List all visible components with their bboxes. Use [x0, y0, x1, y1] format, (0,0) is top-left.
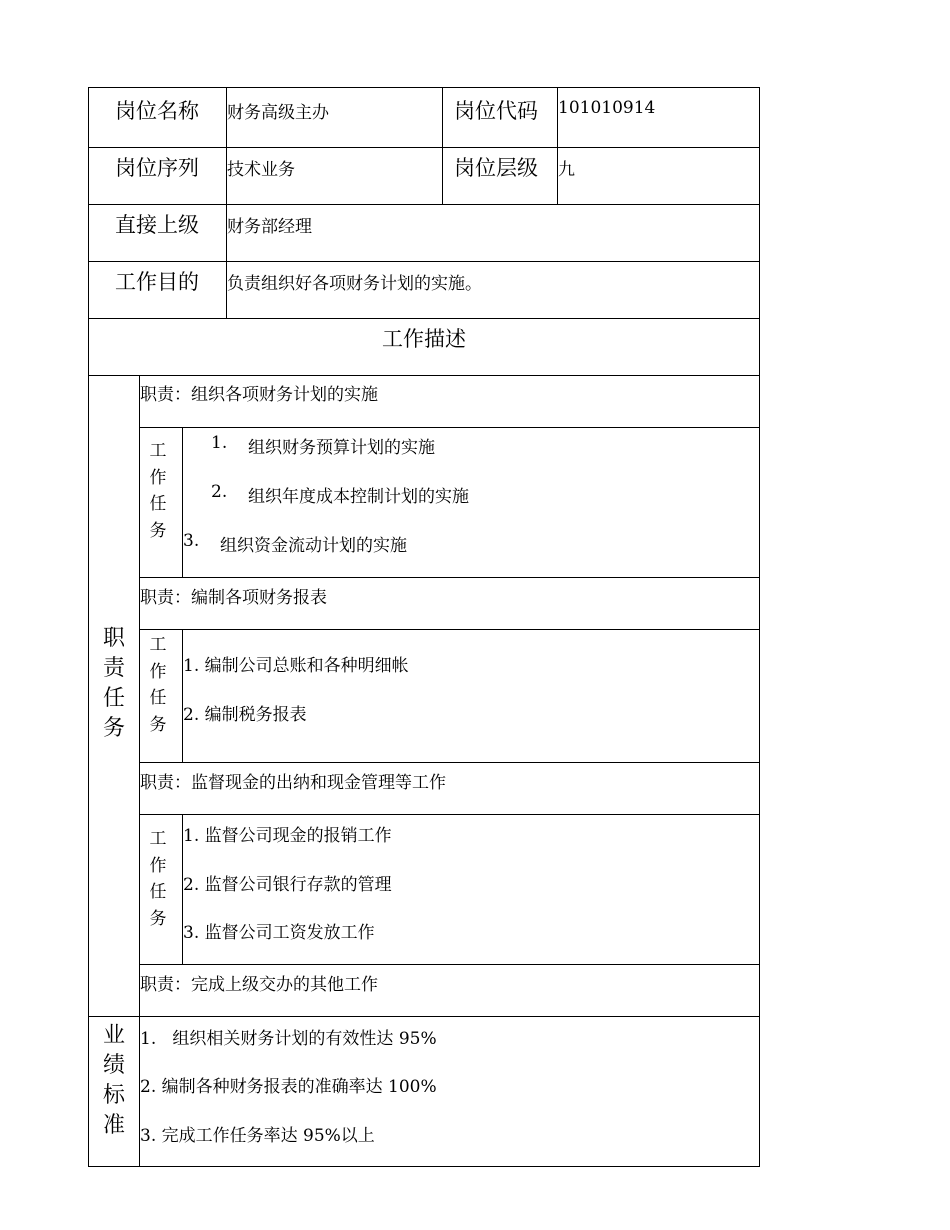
row-divider	[88, 318, 760, 319]
position-code-value: 101010914	[558, 98, 656, 118]
row-divider	[139, 427, 760, 428]
supervisor-value: 财务部经理	[227, 217, 312, 237]
supervisor-label: 直接上级	[115, 213, 199, 237]
performance-item: 2. 编制各种财务报表的准确率达 100%	[140, 1077, 437, 1097]
task-number: 3.	[183, 531, 200, 551]
task-label: 工作任务	[149, 441, 167, 541]
row-divider	[88, 261, 760, 262]
position-series-value: 技术业务	[227, 160, 295, 180]
responsibilities-label: 职责任务	[102, 626, 125, 741]
task-item: 组织财务预算计划的实施	[248, 438, 435, 458]
position-level-label: 岗位层级	[454, 156, 538, 180]
col-divider	[442, 87, 443, 204]
purpose-value: 负责组织好各项财务计划的实施。	[227, 274, 482, 294]
section-title-work-description: 工作描述	[382, 327, 466, 351]
position-series-label: 岗位序列	[115, 156, 199, 180]
row-divider	[88, 147, 760, 148]
performance-label: 业绩标准	[102, 1023, 125, 1138]
task-label: 工作任务	[149, 829, 167, 929]
position-code-label: 岗位代码	[454, 99, 538, 123]
task-item: 2. 监督公司银行存款的管理	[183, 875, 392, 895]
row-divider	[139, 814, 760, 815]
col-divider	[182, 629, 183, 762]
col-divider	[182, 427, 183, 577]
task-number: 1.	[211, 433, 228, 453]
row-divider	[139, 762, 760, 763]
task-item: 2. 编制税务报表	[183, 705, 307, 725]
performance-item: 3. 完成工作任务率达 95%以上	[140, 1126, 375, 1146]
task-item: 3. 监督公司工资发放工作	[183, 923, 375, 943]
row-divider	[88, 375, 760, 376]
duty-title: 职责：监督现金的出纳和现金管理等工作	[140, 773, 446, 793]
row-divider	[139, 577, 760, 578]
performance-item: 1. 组织相关财务计划的有效性达 95%	[140, 1029, 437, 1049]
task-item: 1. 编制公司总账和各种明细帐	[183, 656, 409, 676]
task-number: 2.	[211, 482, 228, 502]
task-item: 组织资金流动计划的实施	[220, 536, 407, 556]
row-divider	[139, 964, 760, 965]
position-name-value: 财务高级主办	[227, 103, 329, 123]
row-divider	[88, 204, 760, 205]
position-level-value: 九	[558, 160, 575, 180]
task-item: 1. 监督公司现金的报销工作	[183, 826, 392, 846]
duty-title: 职责：编制各项财务报表	[140, 588, 327, 608]
row-divider	[139, 629, 760, 630]
purpose-label: 工作目的	[115, 270, 199, 294]
job-description-table	[88, 87, 760, 1167]
position-name-label: 岗位名称	[115, 99, 199, 123]
row-divider	[88, 1016, 760, 1017]
task-label: 工作任务	[149, 635, 167, 735]
duty-title: 职责：组织各项财务计划的实施	[140, 385, 378, 405]
task-item: 组织年度成本控制计划的实施	[248, 487, 469, 507]
duty-title: 职责：完成上级交办的其他工作	[140, 975, 378, 995]
